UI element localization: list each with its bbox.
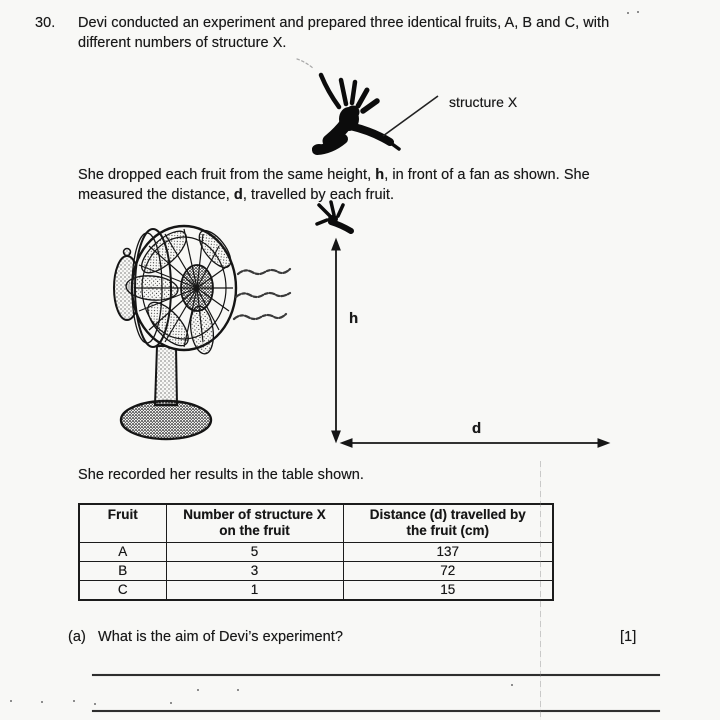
intro-line-2: different numbers of structure X. (78, 35, 287, 51)
scan-speck (637, 11, 639, 13)
table-header-row (79, 504, 553, 543)
header-distance: Distance (d) travelled by the fruit (cm) (343, 504, 553, 543)
cell-fruit-c: C (79, 581, 166, 601)
scan-speck (170, 702, 172, 704)
distance-arrow (341, 439, 609, 447)
distance-arrow-label: d (472, 420, 482, 437)
cell-distance-b: 72 (343, 562, 553, 581)
height-arrow (332, 239, 340, 442)
table-row (79, 562, 553, 581)
height-variable: h (375, 167, 385, 183)
setup-line-2-text-a: measured the distance, (78, 187, 234, 203)
scan-speck (94, 703, 96, 705)
scan-speck (197, 689, 199, 691)
part-a-marks: [1] (620, 629, 637, 645)
question-number: 30. (35, 15, 56, 31)
table-row (79, 543, 553, 562)
setup-line-1-text-b: , in front of a fan as shown. She (384, 167, 590, 183)
scan-speck (237, 689, 239, 691)
fan-illustration (114, 224, 236, 439)
fruit-with-structure-x-illustration (278, 50, 460, 165)
scan-speck (511, 684, 513, 686)
cell-distance-c: 15 (343, 581, 553, 601)
fan-base (121, 401, 211, 439)
table-row (79, 581, 553, 601)
setup-line-1 (78, 165, 590, 185)
structure-x-label: structure X (449, 94, 518, 110)
wind-lines (234, 269, 290, 319)
results-intro-text: She recorded her results in the table shown. (78, 467, 364, 483)
intro-line-1: Devi conducted an experiment and prepared three identical fruits, A, B and C, with (78, 15, 610, 31)
fan-knob (124, 249, 131, 256)
falling-fruit-icon (317, 202, 351, 231)
cell-count-c: 1 (166, 581, 343, 601)
cell-distance-a: 137 (343, 543, 553, 562)
scan-speck (41, 701, 43, 703)
scan-speck (627, 12, 629, 14)
answer-line-2 (92, 710, 660, 712)
height-arrow-label: h (349, 310, 359, 327)
fruit-drawing (297, 59, 399, 154)
header-structure-count: Number of structure X on the fruit (166, 504, 343, 543)
part-a-question: What is the aim of Devi’s experiment? (98, 629, 343, 645)
cell-count-a: 5 (166, 543, 343, 562)
part-a-label: (a) (68, 629, 86, 645)
scan-speck (10, 700, 12, 702)
experiment-diagram (80, 198, 630, 460)
setup-line-2-text-b: , travelled by each fruit. (242, 187, 395, 203)
page-crease-line (540, 461, 541, 720)
label-pointer-line (383, 96, 438, 136)
answer-line-1 (92, 674, 660, 676)
fan-hub (181, 265, 213, 311)
scan-speck (73, 700, 75, 702)
setup-line-1-text-a: She dropped each fruit from the same height, (78, 167, 376, 183)
cell-fruit-a: A (79, 543, 166, 562)
header-fruit: Fruit (79, 504, 166, 543)
cell-count-b: 3 (166, 562, 343, 581)
results-table (78, 503, 554, 601)
fan-stand (155, 346, 177, 405)
cell-fruit-b: B (79, 562, 166, 581)
distance-variable: d (233, 187, 243, 203)
